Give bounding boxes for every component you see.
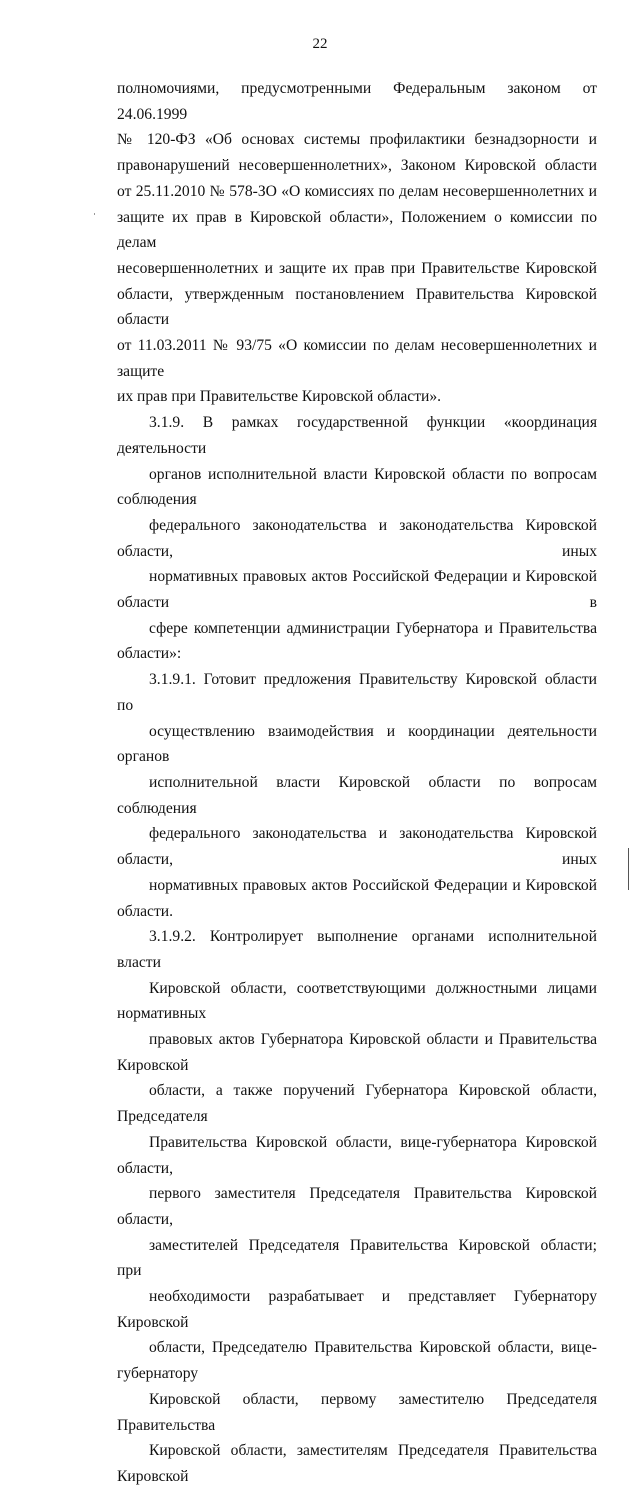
text-line: федерального законодательства и законодательства Кировской области, иных <box>117 516 597 560</box>
text-line: несовершеннолетних и защите их прав при Правительстве Кировской <box>117 259 597 277</box>
scan-edge-mark <box>628 848 629 890</box>
text-line: защите их прав в Кировской области», Положением о комиссии по делам <box>117 208 597 252</box>
text-line: области, а также поручений Губернатора Кировской области, Председателя <box>117 1082 597 1126</box>
text-line: необходимости разрабатывает и представляет Губернатору Кировской <box>117 1288 597 1331</box>
text-line: нормативных правовых актов Российской Федерации и Кировской области. <box>117 876 597 920</box>
text-line: области, Председателю Правительства Кировской области, вице-губернатору <box>117 1339 597 1383</box>
text-line: Кировской области, первому заместителю Председателя Правительства <box>117 1390 597 1434</box>
text-line: Кировской области, соответствующими должностными лицами нормативных <box>117 979 597 1023</box>
text-line: сфере компетенции администрации Губернатора и Правительства области»: <box>117 619 597 663</box>
text-line: федерального законодательства и законодательства Кировской области, иных <box>117 825 597 869</box>
text-line: органов исполнительной власти Кировской области по вопросам соблюдения <box>117 465 597 509</box>
paragraph-3-1-9-2 <box>117 924 597 1489</box>
text-line: 3.1.9.1. Готовит предложения Правительству Кировской области по <box>117 671 597 714</box>
text-line: Правительства Кировской области, вице-губернатора Кировской области, <box>117 1133 597 1177</box>
paragraph-3-1-9 <box>117 410 597 667</box>
text-line: первого заместителя Председателя Правительства Кировской области, <box>117 1185 597 1228</box>
text-line: осуществлению взаимодействия и координации деятельности органов <box>117 722 597 766</box>
text-line: заместителей Председателя Правительства Кировской области; при <box>117 1236 597 1280</box>
paragraph-1 <box>117 76 597 410</box>
text-line: их прав при Правительстве Кировской области». <box>117 388 442 406</box>
text-line: правонарушений несовершеннолетних», Законом Кировской области <box>117 157 597 175</box>
text-line: 3.1.9. В рамках государственной функции «координация деятельности <box>117 414 597 457</box>
paragraph-3-1-9-1 <box>117 667 597 924</box>
text-line: полномочиями, предусмотренными Федеральным законом от 24.06.1999 <box>117 80 597 123</box>
text-line: области, утвержденным постановлением Правительства Кировской области <box>117 285 597 329</box>
document-body <box>117 76 597 1490</box>
text-line: нормативных правовых актов Российской Федерации и Кировской области в <box>117 568 597 612</box>
text-line: Кировской области, заместителям Председателя Правительства Кировской <box>117 1442 597 1485</box>
scan-artifact-mark <box>94 213 95 215</box>
text-line: от 25.11.2010 № 578-ЗО «О комиссиях по делам несовершеннолетних и <box>117 182 597 200</box>
page-number: 22 <box>312 36 328 52</box>
text-line: исполнительной власти Кировской области по вопросам соблюдения <box>117 773 597 817</box>
text-line: правовых актов Губернатора Кировской области и Правительства Кировской <box>117 1031 597 1074</box>
text-line: 3.1.9.2. Контролирует выполнение органами исполнительной власти <box>117 928 597 971</box>
text-line: от 11.03.2011 № 93/75 «О комиссии по делам несовершеннолетних и защите <box>117 337 597 380</box>
text-line: № 120-ФЗ «Об основах системы профилактики безнадзорности и <box>117 131 597 149</box>
